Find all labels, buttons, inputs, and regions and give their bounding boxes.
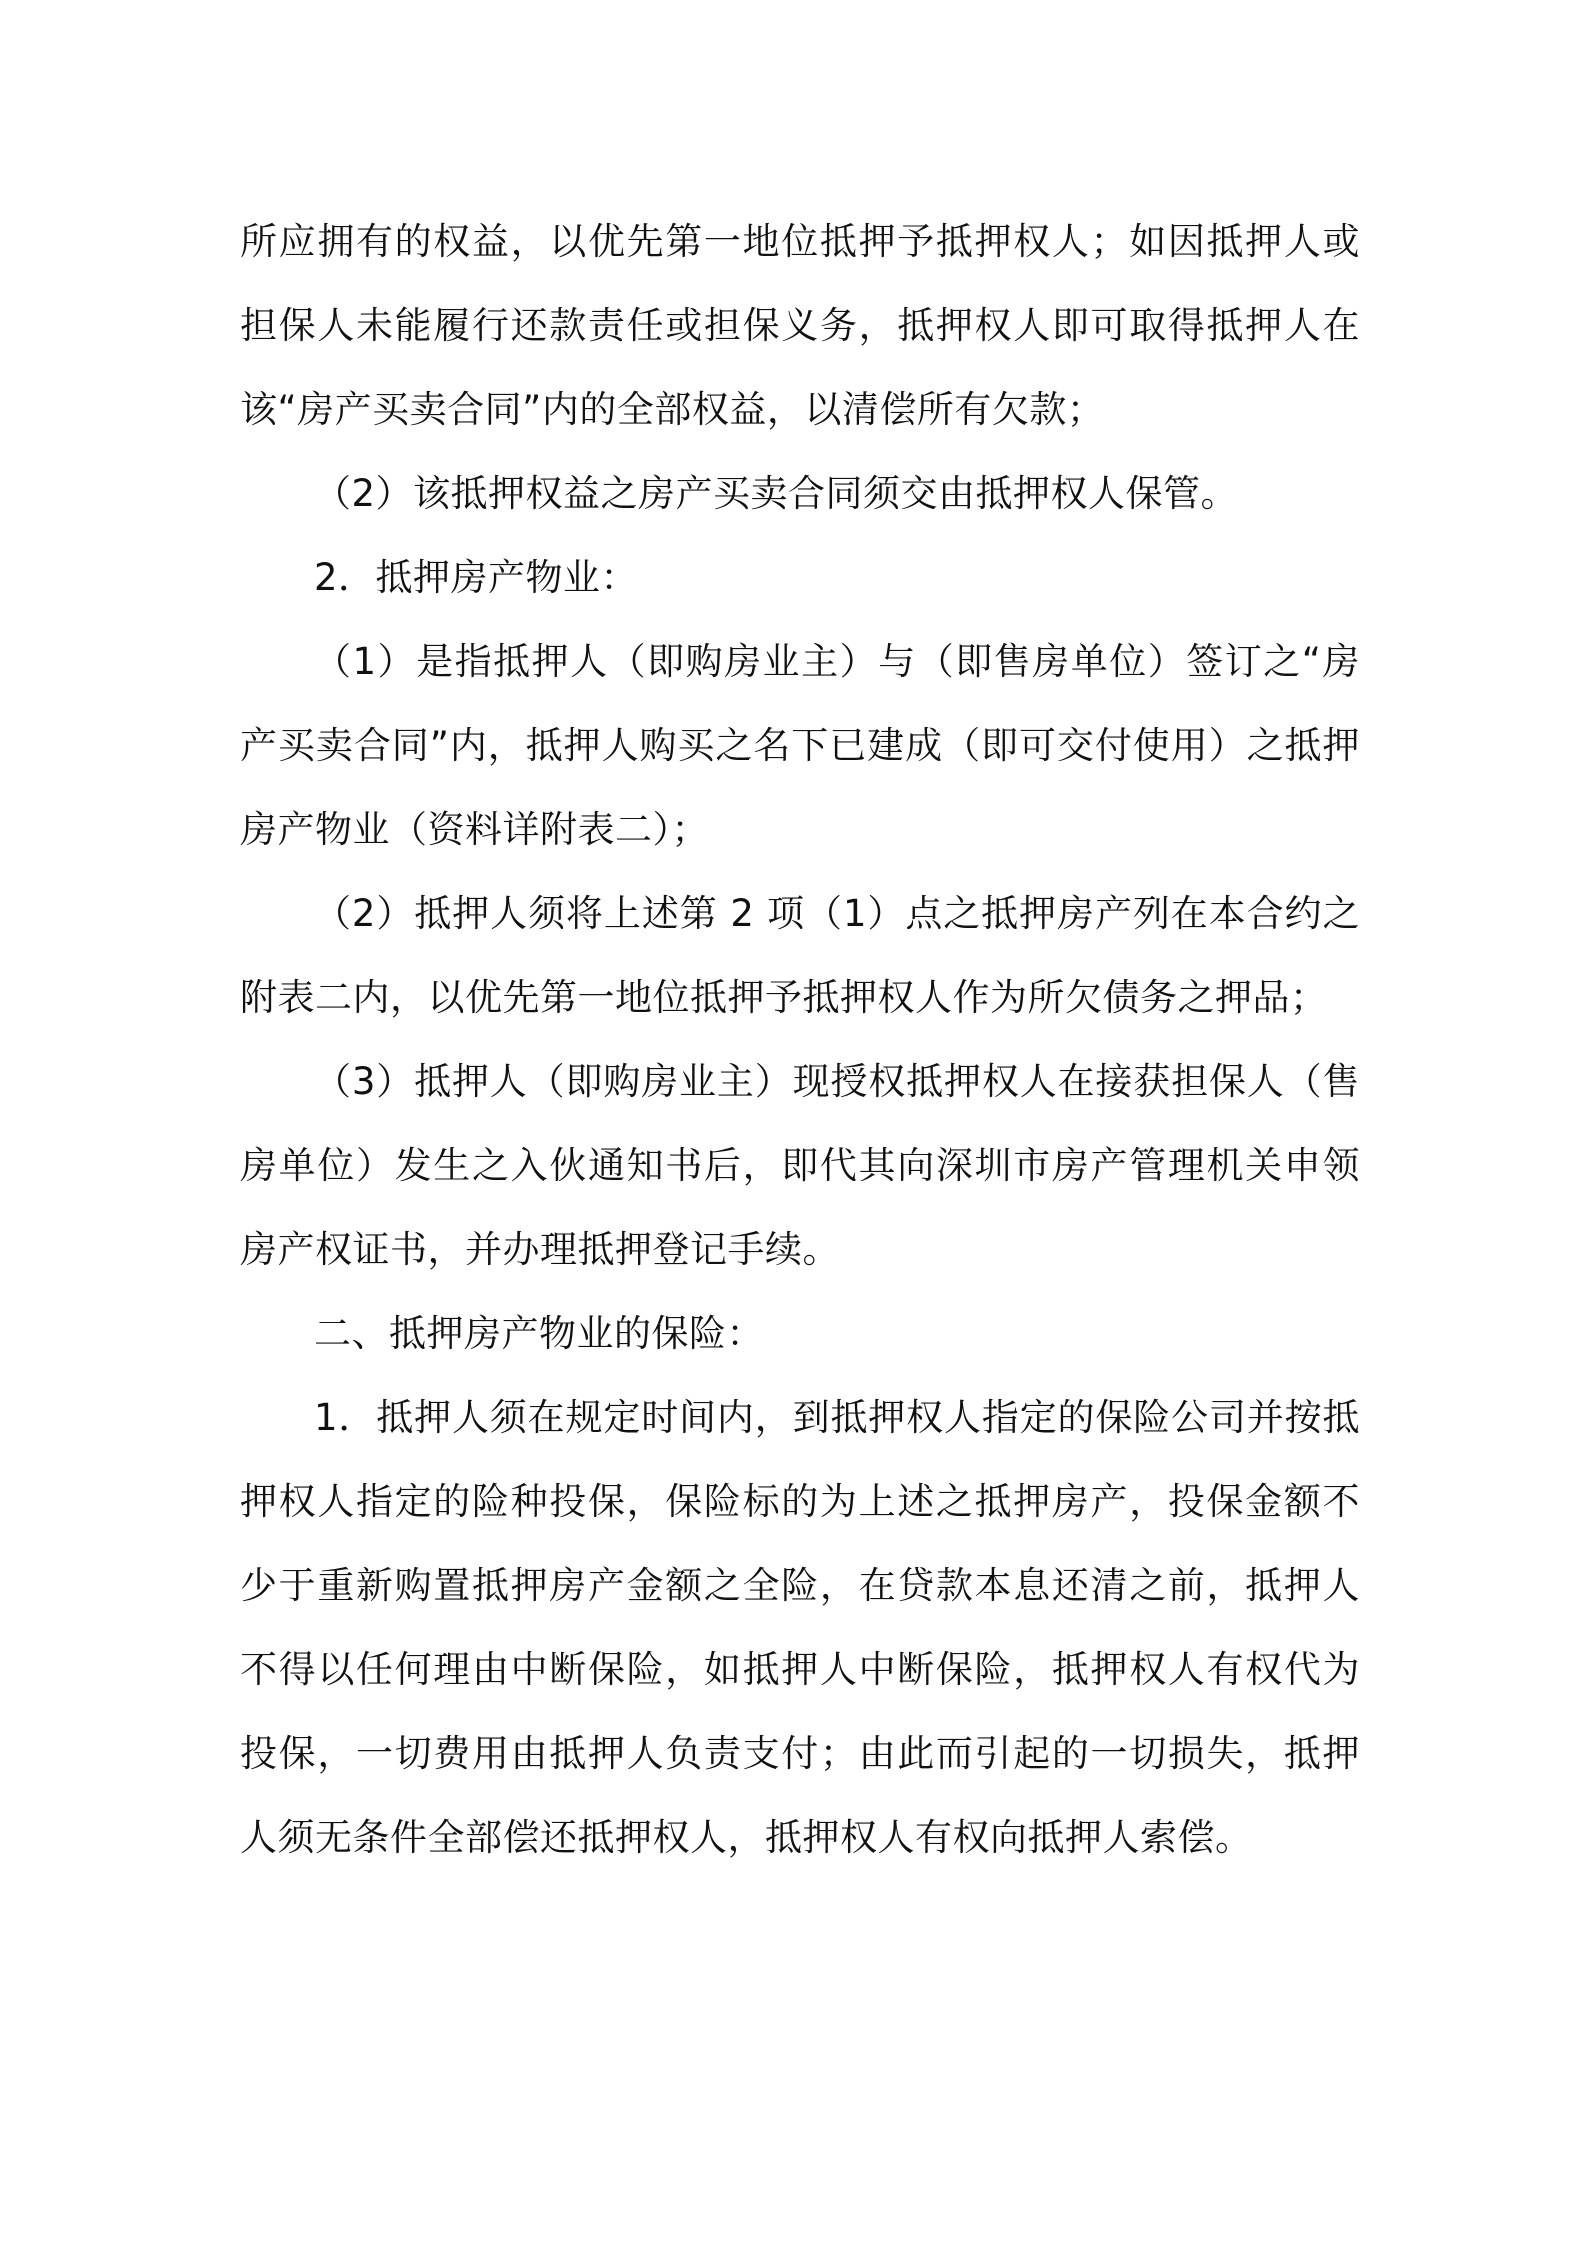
document-body — [240, 200, 1360, 1880]
paragraph-continuation: 所应拥有的权益，以优先第一地位抵押予抵押权人；如因抵押人或担保人未能履行还款责任或担保义务，抵押权人即可取得抵押人在该“房产买卖合同”内的全部权益，以清偿所有欠款； — [240, 220, 1360, 431]
paragraph-clause-1-2: （2）该抵押权益之房产买卖合同须交由抵押权人保管。 — [314, 472, 1239, 515]
paragraph-insurance-1: 1．抵押人须在规定时间内，到抵押权人指定的保险公司并按抵押权人指定的险种投保，保险标的为上述之抵押房产，投保金额不少于重新购置抵押房产金额之全险，在贷款本息还清之前，抵押人不得以任何理由中断保险，如抵押人中断保险，抵押权人有权代为投保，一切费用由抵押人负责支付；由此而引起的一切损失，抵押人须无条件全部偿还抵押权人，抵押权人有权向抵押人索偿。 — [240, 1396, 1360, 1859]
paragraph-item-2-heading: 2．抵押房产物业： — [314, 556, 639, 599]
paragraph-clause-2-1: （1）是指抵押人（即购房业主）与（即售房单位）签订之“房产买卖合同”内，抵押人购买之名下已建成（即可交付使用）之抵押房产物业（资料详附表二）； — [240, 640, 1360, 851]
paragraph-clause-2-3: （3）抵押人（即购房业主）现授权抵押权人在接获担保人（售房单位）发生之入伙通知书后，即代其向深圳市房产管理机关申领房产权证书，并办理抵押登记手续。 — [240, 1060, 1360, 1271]
section-heading-insurance: 二、抵押房产物业的保险： — [314, 1312, 764, 1355]
paragraph-clause-2-2: （2）抵押人须将上述第 2 项（1）点之抵押房产列在本合约之附表二内，以优先第一地位抵押予抵押权人作为所欠债务之押品； — [240, 892, 1360, 1019]
